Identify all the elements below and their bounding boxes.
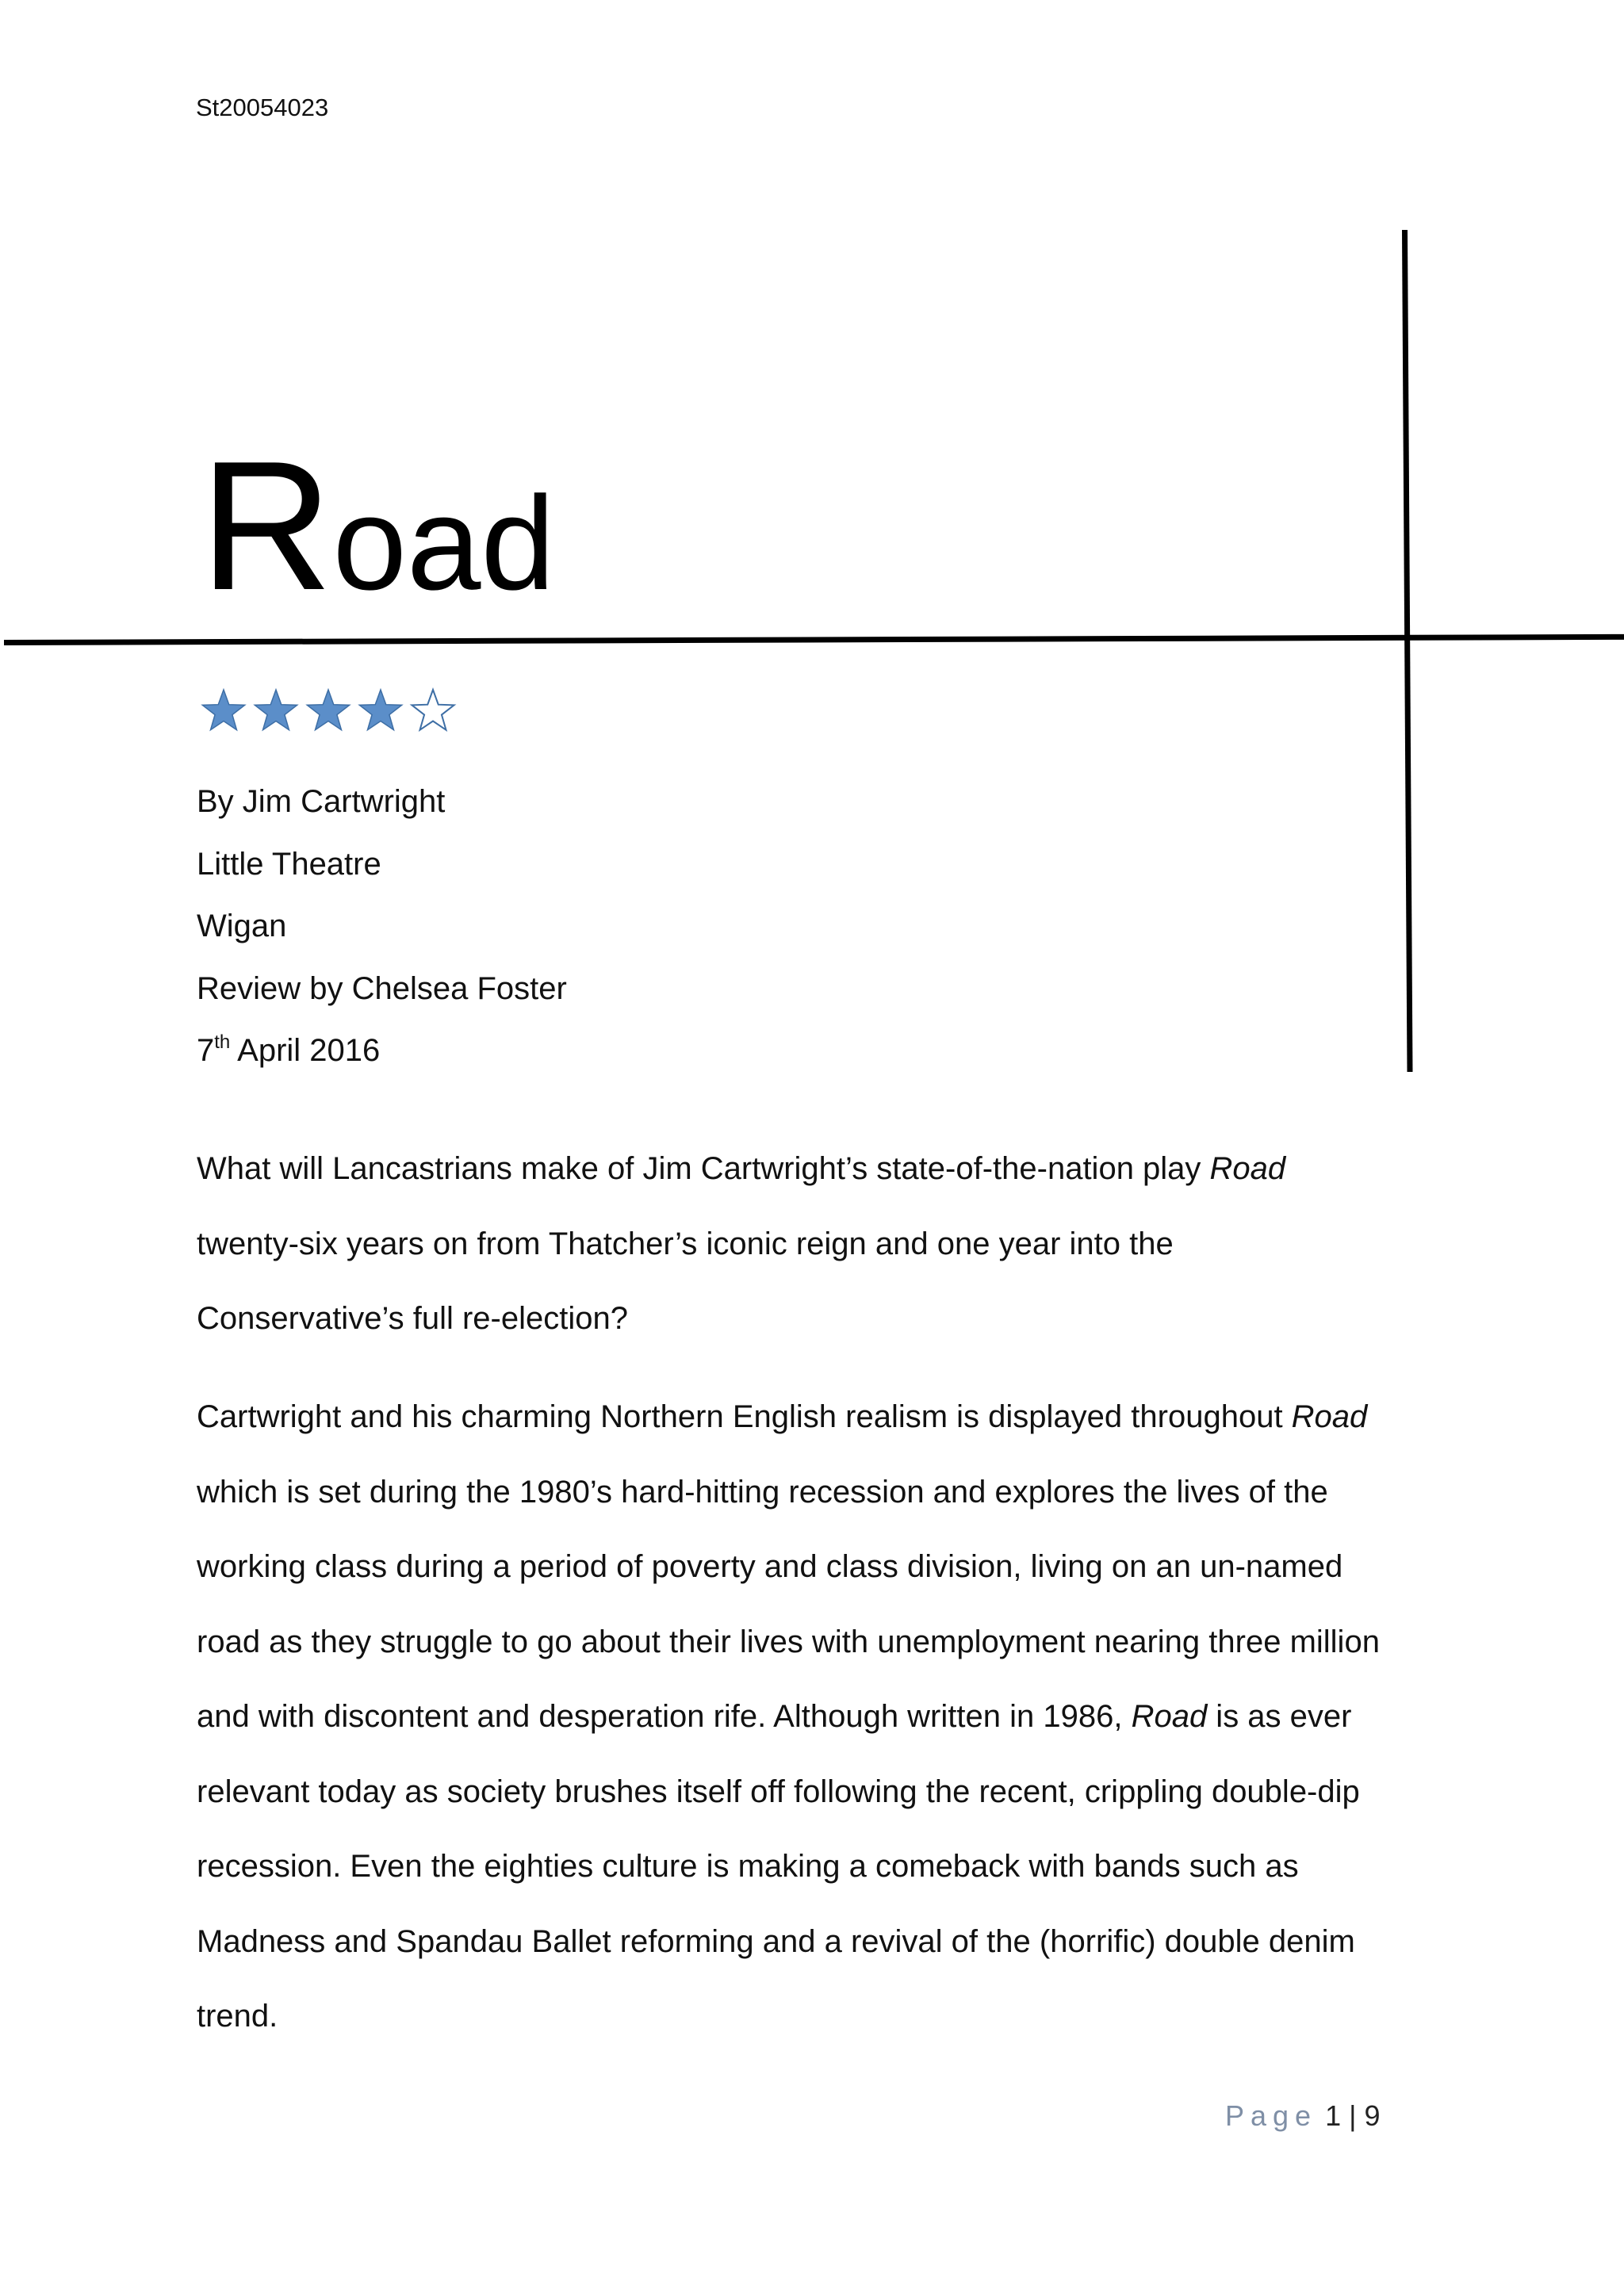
date-day: 7 xyxy=(197,1033,215,1068)
page-separator: | xyxy=(1349,2099,1357,2132)
star-filled-icon xyxy=(304,687,352,734)
city-line: Wigan xyxy=(197,909,287,943)
vertical-rule xyxy=(1402,230,1412,1072)
date-line xyxy=(197,1020,567,1082)
paragraph-line: road as they struggle to go about their lives with unemployment nearing three million xyxy=(197,1624,1380,1659)
paragraph-line: relevant today as society brushes itself off following the recent, crippling double-dip xyxy=(197,1774,1360,1809)
page-total: 9 xyxy=(1364,2099,1381,2132)
reviewer-line: Review by Chelsea Foster xyxy=(197,970,567,1006)
paragraph-line: which is set during the 1980’s hard-hitting recession and explores the lives of the xyxy=(197,1474,1328,1510)
page-footer xyxy=(1225,2099,1381,2133)
star-rating xyxy=(200,687,457,734)
star-filled-icon xyxy=(357,687,404,734)
paragraph-intro xyxy=(197,1131,1426,1357)
review-title xyxy=(200,423,555,629)
paragraph-line: twenty-six years on from Thatcher’s iconic reign and one year into the xyxy=(197,1226,1174,1261)
text-span: Cartwright and his charming Northern English realism is displayed throughout xyxy=(197,1399,1292,1434)
student-id: St20054023 xyxy=(196,94,329,121)
paragraph-line xyxy=(197,1679,1426,1755)
author-line: By Jim Cartwright xyxy=(197,784,446,819)
paragraph-line xyxy=(197,1131,1426,1207)
title-rest: oad xyxy=(332,469,555,618)
paragraph-line: working class during a period of poverty and class division, living on an un-named xyxy=(197,1549,1343,1584)
text-span: is as ever xyxy=(1207,1699,1352,1734)
paragraph-line xyxy=(197,1380,1426,1455)
star-filled-icon xyxy=(200,687,247,734)
review-meta xyxy=(197,771,567,1082)
page-label: Page xyxy=(1225,2099,1318,2132)
paragraph-line: Madness and Spandau Ballet reforming and a revival of the (horrific) double denim xyxy=(197,1923,1355,1959)
star-empty-icon xyxy=(409,687,457,734)
title-initial: R xyxy=(200,423,333,629)
paragraph-context xyxy=(197,1380,1426,2054)
play-title-italic: Road xyxy=(1131,1699,1208,1734)
paragraph-line: recession. Even the eighties culture is making a comeback with bands such as xyxy=(197,1849,1299,1884)
play-title-italic: Road xyxy=(1291,1399,1368,1434)
page-current: 1 xyxy=(1325,2099,1342,2132)
star-filled-icon xyxy=(252,687,300,734)
horizontal-rule xyxy=(4,634,1624,645)
paragraph-line: Conservative’s full re-election? xyxy=(197,1301,628,1336)
paragraph-line: trend. xyxy=(197,1999,278,2034)
venue-line: Little Theatre xyxy=(197,846,381,882)
text-span: and with discontent and desperation rife. Although written in 1986, xyxy=(197,1699,1132,1734)
text-span: What will Lancastrians make of Jim Cartwright’s state-of-the-nation play xyxy=(197,1151,1210,1186)
date-rest: April 2016 xyxy=(230,1033,381,1068)
date-suffix: th xyxy=(214,1031,231,1053)
play-title-italic: Road xyxy=(1209,1151,1286,1186)
